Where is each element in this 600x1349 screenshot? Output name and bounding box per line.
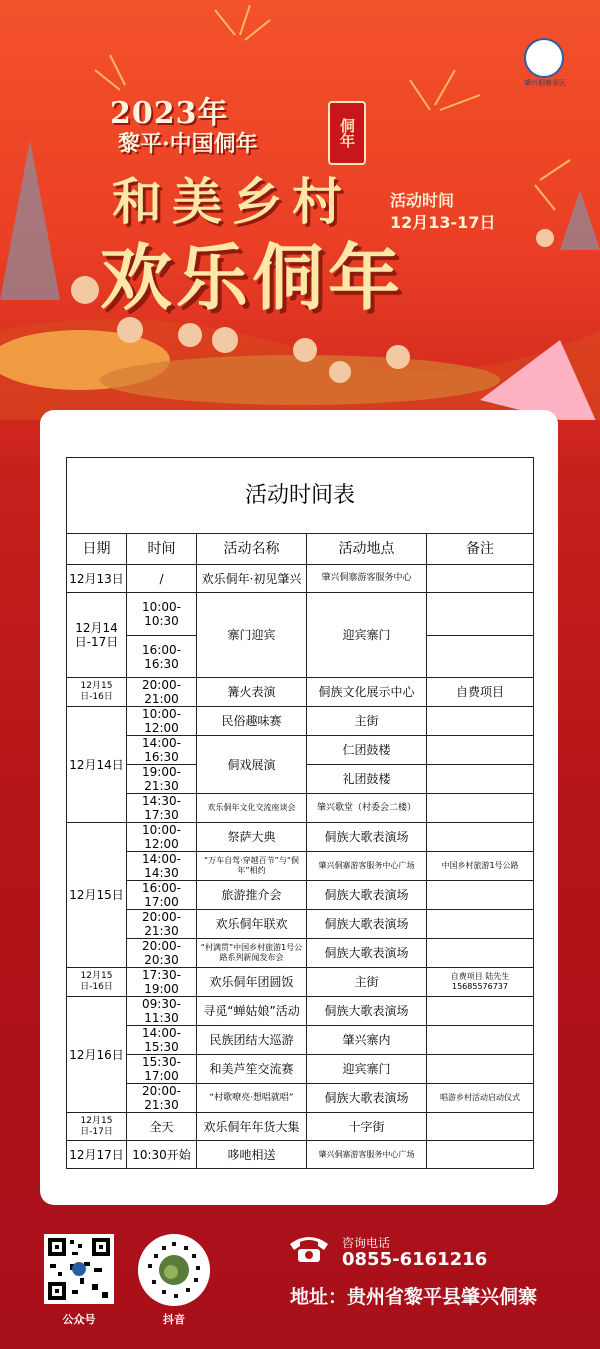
- note-cell: [427, 593, 534, 636]
- place-cell: 侗族大歌表演场: [307, 1084, 427, 1113]
- column-header-place: 活动地点: [307, 534, 427, 565]
- time-cell: 14:00-15:30: [127, 1026, 197, 1055]
- activity-cell: 欢乐侗年联欢: [197, 910, 307, 939]
- date-cell: 12月16日: [67, 997, 127, 1113]
- table-row: [67, 939, 534, 968]
- table-row: [67, 968, 534, 997]
- table-row: [67, 881, 534, 910]
- place-cell: 侗族大歌表演场: [307, 881, 427, 910]
- seal-stamp: 侗年: [328, 101, 366, 165]
- place-cell: 主街: [307, 968, 427, 997]
- table-row: [67, 593, 534, 636]
- note-cell: 中国乡村旅游1号公路: [427, 852, 534, 881]
- note-cell: [427, 997, 534, 1026]
- date-cell: 12月14日: [67, 707, 127, 823]
- note-cell: [427, 636, 534, 678]
- place-cell: 肇兴侗寨游客服务中心广场: [307, 1141, 427, 1169]
- column-header-note: 备注: [427, 534, 534, 565]
- activity-cell: 欢乐侗年文化交流座谈会: [197, 794, 307, 823]
- time-cell: 14:00-14:30: [127, 852, 197, 881]
- activity-cell: 欢乐侗年·初见肇兴: [197, 565, 307, 593]
- table-row: [67, 1055, 534, 1084]
- note-cell: [427, 881, 534, 910]
- activity-cell: 寻觅“蝉姑娘”活动: [197, 997, 307, 1026]
- place-cell: 侗族大歌表演场: [307, 997, 427, 1026]
- date-cell: 12月15日-17日: [67, 1113, 127, 1141]
- time-cell: 10:00-12:00: [127, 823, 197, 852]
- activity-cell: 祭萨大典: [197, 823, 307, 852]
- time-cell: 17:30-19:00: [127, 968, 197, 997]
- schedule-table: [66, 457, 534, 1169]
- table-row: [67, 794, 534, 823]
- event-subtitle: 黎平·中国侗年: [118, 131, 258, 157]
- note-cell: [427, 794, 534, 823]
- main-title-line1: 和美乡村: [112, 172, 352, 231]
- note-cell: [427, 823, 534, 852]
- scenic-area-logo-icon: [524, 38, 564, 78]
- time-cell: 14:00-16:30: [127, 736, 197, 765]
- time-cell: 20:00-21:00: [127, 678, 197, 707]
- note-cell: 自费项目 陆先生 15685576737: [427, 968, 534, 997]
- place-cell: 侗族文化展示中心: [307, 678, 427, 707]
- place-cell: 肇兴歌堂（村委会二楼）: [307, 794, 427, 823]
- logo-text: 肇兴侗寨景区: [524, 79, 566, 87]
- table-row: [67, 852, 534, 881]
- time-cell: 全天: [127, 1113, 197, 1141]
- place-cell: 迎宾寨门: [307, 593, 427, 678]
- table-row: [67, 1084, 534, 1113]
- time-cell: 10:30开始: [127, 1141, 197, 1169]
- time-cell: 10:00-12:00: [127, 707, 197, 736]
- table-caption: 活动时间表: [67, 458, 534, 534]
- event-dates: 12月13-17日: [390, 213, 496, 232]
- place-cell: 礼团鼓楼: [307, 765, 427, 794]
- table-row: [67, 1113, 534, 1141]
- activity-cell: 民族团结大巡游: [197, 1026, 307, 1055]
- time-cell: 09:30-11:30: [127, 997, 197, 1026]
- activity-cell: 旅游推介会: [197, 881, 307, 910]
- activity-cell: 和美芦笙交流赛: [197, 1055, 307, 1084]
- note-cell: [427, 1026, 534, 1055]
- column-header-date: 日期: [67, 534, 127, 565]
- phone-number[interactable]: 0855-6161216: [342, 1249, 488, 1270]
- activity-cell: 侗戏展演: [197, 736, 307, 794]
- place-cell: 仁团鼓楼: [307, 736, 427, 765]
- time-cell: 20:00-21:30: [127, 1084, 197, 1113]
- place-cell: 侗族大歌表演场: [307, 823, 427, 852]
- place-cell: 主街: [307, 707, 427, 736]
- time-cell: 16:00-17:00: [127, 881, 197, 910]
- table-row: [67, 997, 534, 1026]
- place-cell: 肇兴侗寨游客服务中心: [307, 565, 427, 593]
- activity-cell: “村歌嘹亮·想唱就唱”: [197, 1084, 307, 1113]
- activity-cell: “村满贯”中国乡村旅游1号公路系列新闻发布会: [197, 939, 307, 968]
- time-cell: 19:00-21:30: [127, 765, 197, 794]
- activity-cell: 欢乐侗年团圆饭: [197, 968, 307, 997]
- place-cell: 十字街: [307, 1113, 427, 1141]
- main-title-line2: 欢乐侗年: [100, 235, 405, 320]
- place-cell: 侗族大歌表演场: [307, 939, 427, 968]
- time-cell: /: [127, 565, 197, 593]
- note-cell: 唱游乡村活动启动仪式: [427, 1084, 534, 1113]
- place-cell: 肇兴侗寨游客服务中心广场: [307, 852, 427, 881]
- note-cell: [427, 1055, 534, 1084]
- table-row: [67, 823, 534, 852]
- time-cell: 14:30-17:30: [127, 794, 197, 823]
- note-cell: [427, 1113, 534, 1141]
- douyin-code-icon[interactable]: [138, 1234, 210, 1306]
- wechat-qr-code-icon[interactable]: [44, 1234, 114, 1304]
- date-cell: 12月14日-17日: [67, 593, 127, 678]
- table-row: [67, 678, 534, 707]
- activity-cell: 哆吔相送: [197, 1141, 307, 1169]
- column-header-time: 时间: [127, 534, 197, 565]
- note-cell: [427, 736, 534, 765]
- activity-cell: “万车自驾·穿越百节”与“侗年”相约: [197, 852, 307, 881]
- date-cell: 12月15日: [67, 823, 127, 968]
- wechat-qr-label: 公众号: [62, 1313, 96, 1326]
- note-cell: [427, 565, 534, 593]
- table-row: [67, 736, 534, 765]
- time-cell: 20:00-21:30: [127, 910, 197, 939]
- activity-cell: 欢乐侗年年货大集: [197, 1113, 307, 1141]
- activity-cell: 寨门迎宾: [197, 593, 307, 678]
- time-cell: 16:00-16:30: [127, 636, 197, 678]
- place-cell: 肇兴寨内: [307, 1026, 427, 1055]
- note-cell: 自费项目: [427, 678, 534, 707]
- activity-cell: 民俗趣味赛: [197, 707, 307, 736]
- phone-label: 咨询电话: [342, 1236, 391, 1250]
- note-cell: [427, 707, 534, 736]
- time-cell: 20:00-20:30: [127, 939, 197, 968]
- note-cell: [427, 1141, 534, 1169]
- time-cell: 10:00-10:30: [127, 593, 197, 636]
- date-cell: 12月15日-16日: [67, 678, 127, 707]
- place-cell: 侗族大歌表演场: [307, 910, 427, 939]
- hero-banner: [0, 0, 600, 420]
- time-cell: 15:30-17:00: [127, 1055, 197, 1084]
- table-row: [67, 707, 534, 736]
- table-row: [67, 910, 534, 939]
- note-cell: [427, 910, 534, 939]
- date-cell: 12月17日: [67, 1141, 127, 1169]
- douyin-label: 抖音: [163, 1313, 185, 1326]
- date-cell: 12月13日: [67, 565, 127, 593]
- phone-icon: [288, 1234, 330, 1264]
- note-cell: [427, 765, 534, 794]
- place-cell: 迎宾寨门: [307, 1055, 427, 1084]
- event-time-label: 活动时间: [390, 191, 455, 210]
- table-row: [67, 565, 534, 593]
- note-cell: [427, 939, 534, 968]
- table-row: [67, 1141, 534, 1169]
- table-header-row: [67, 534, 534, 565]
- address: 地址：贵州省黎平县肇兴侗寨: [290, 1286, 538, 1308]
- date-cell: 12月15日-16日: [67, 968, 127, 997]
- activity-cell: 篝火表演: [197, 678, 307, 707]
- column-header-name: 活动名称: [197, 534, 307, 565]
- table-row: [67, 1026, 534, 1055]
- year-heading: 2023年: [110, 96, 229, 131]
